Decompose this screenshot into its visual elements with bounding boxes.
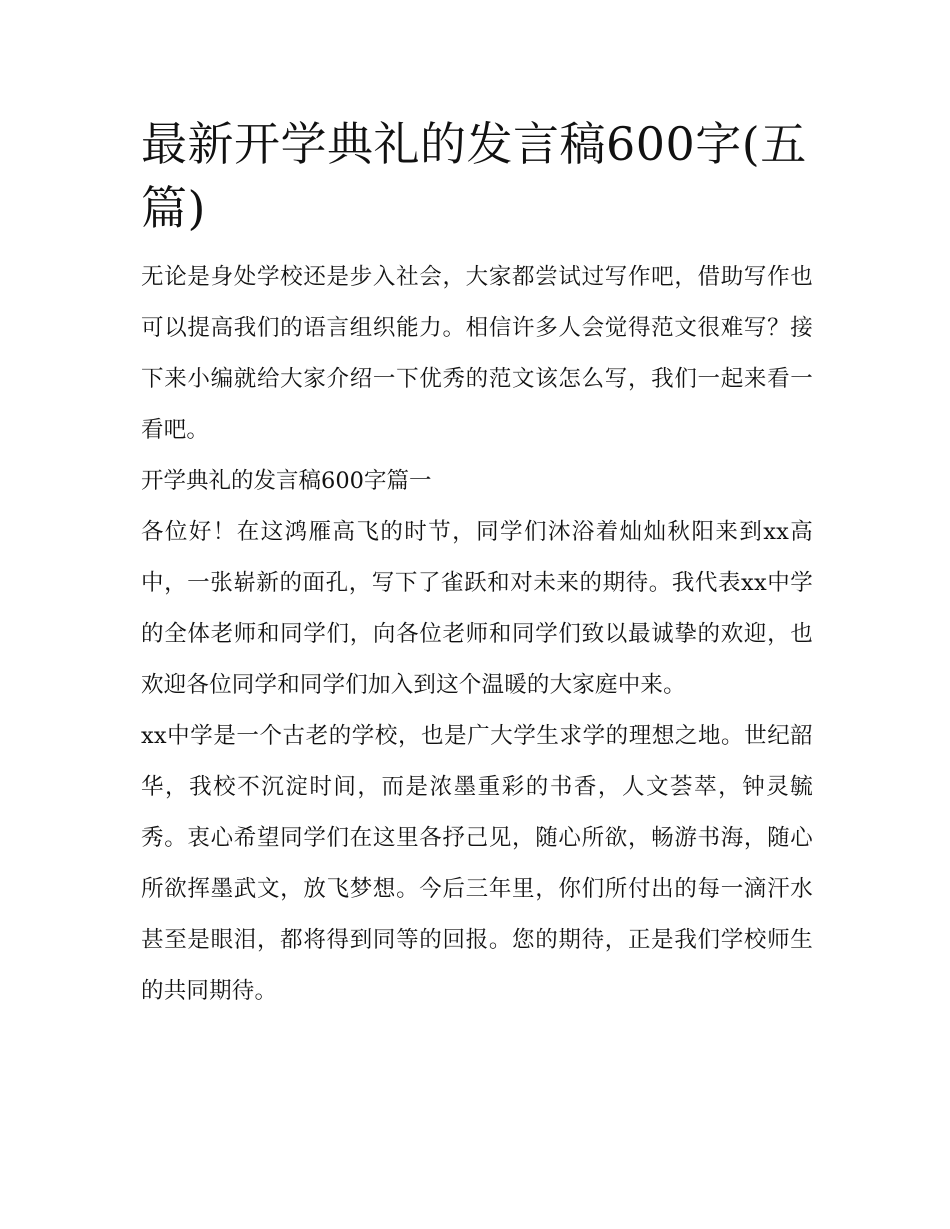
- body-paragraph-1: 各位好！在这鸿雁高飞的时节，同学们沐浴着灿灿秋阳来到xx高中，一张崭新的面孔，写下了雀跃和对未来的期待。我代表xx中学的全体老师和同学们，向各位老师和同学们致以最诚挚的欢迎，也欢迎各位同学和同学们加入到这个温暖的大家庭中来。: [141, 519, 813, 698]
- intro-paragraph: 无论是身处学校还是步入社会，大家都尝试过写作吧，借助写作也可以提高我们的语言组织能力。相信许多人会觉得范文很难写？接下来小编就给大家介绍一下优秀的范文该怎么写，我们一起来看一看吧。: [141, 264, 813, 443]
- section-heading: 开学典礼的发言稿600字篇一: [141, 468, 432, 494]
- document-page: [141, 112, 813, 1017]
- body-paragraph-2: xx中学是一个古老的学校，也是广大学生求学的理想之地。世纪韶华，我校不沉淀时间，而是浓墨重彩的书香，人文荟萃，钟灵毓秀。衷心希望同学们在这里各抒己见，随心所欲，畅游书海，随心所欲挥墨武文，放飞梦想。今后三年里，你们所付出的每一滴汗水甚至是眼泪，都将得到同等的回报。您的期待，正是我们学校师生的共同期待。: [141, 723, 813, 1004]
- document-title: 最新开学典礼的发言稿600字(五篇): [141, 117, 807, 235]
